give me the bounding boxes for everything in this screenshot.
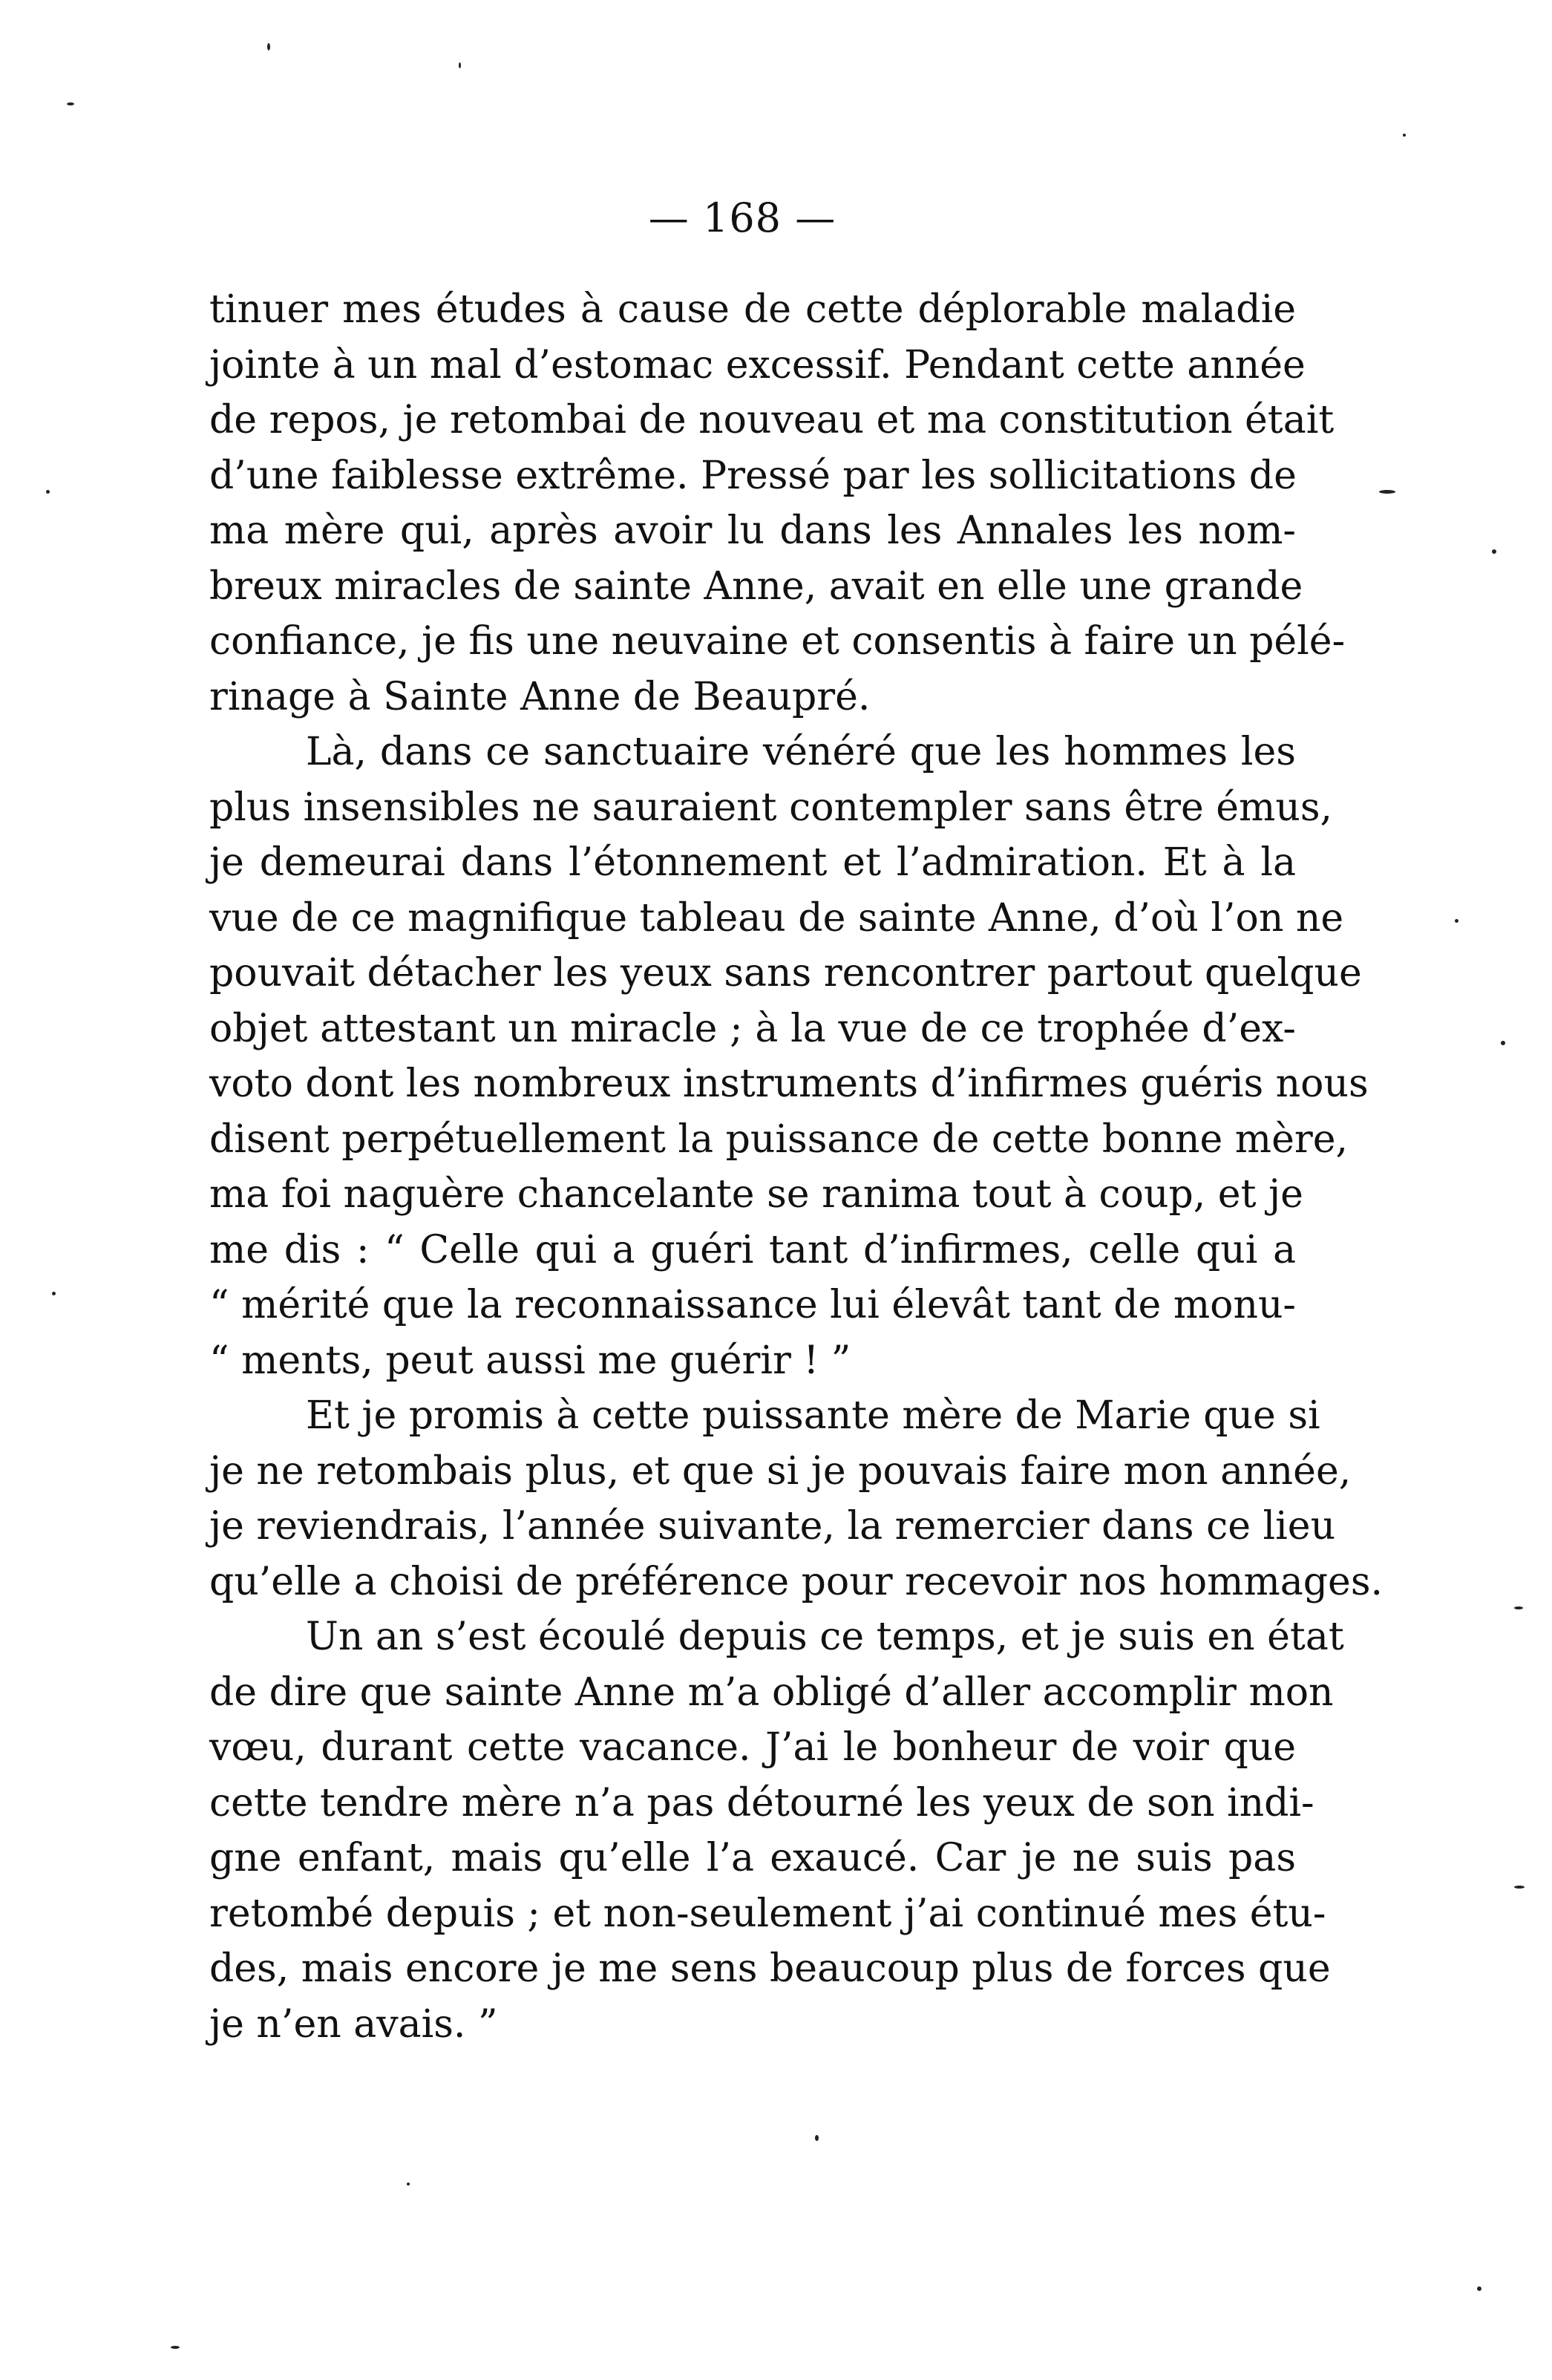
scan-speck [1492,549,1496,554]
paragraph-4 [209,1609,1344,2052]
text-line: Un an s’est écoulé depuis ce temps, et je suis en état [306,1615,1344,1659]
body-text [209,282,1384,2052]
text-line: je reviendrais, l’année suivante, la remercier dans ce lieu [209,1504,1336,1549]
text-line: objet attestant un miracle ; à la vue de ce trophée d’ex- [209,1006,1296,1051]
text-line: qu’elle a choisi de préférence pour recevoir nos hommages. [209,1559,1384,1604]
scan-speck [1477,2286,1481,2291]
text-line: tinuer mes études à cause de cette déplorable maladie [209,287,1296,332]
paragraph-3 [209,1388,1384,1609]
scan-speck [1455,919,1458,923]
text-line: “ mérité que la reconnaissance lui élevât tant de monu- [209,1283,1296,1327]
text-line: gne enfant, mais qu’elle l’a exaucé. Car je ne suis pas [209,1836,1296,1880]
scan-speck [459,62,461,68]
scan-speck [1379,490,1395,494]
text-line: retombé depuis ; et non-seulement j’ai continué mes étu- [209,1891,1326,1936]
text-line: disent perpétuellement la puissance de cette bonne mère, [209,1117,1349,1162]
paragraph-1 [209,282,1346,725]
text-line: d’une faiblesse extrême. Pressé par les sollicitations de [209,453,1297,498]
page-number: — 168 — [648,194,836,241]
text-line: ma foi naguère chancelante se ranima tout à coup, et je [209,1172,1303,1217]
scan-speck [1501,1041,1505,1045]
text-line: Là, dans ce sanctuaire vénéré que les hommes les [306,730,1296,774]
text-line: ma mère qui, après avoir lu dans les Annales les nom- [209,509,1296,553]
paragraph-2 [209,725,1369,1388]
text-line: breux miracles de sainte Anne, avait en elle une grande [209,563,1303,609]
scan-speck [46,490,50,494]
text-line: je demeurai dans l’étonnement et l’admiration. Et à la [209,840,1296,885]
text-line: confiance, je fis une neuvaine et consentis à faire un pélé- [209,619,1346,664]
text-line: “ ments, peut aussi me guérir ! ” [209,1338,851,1383]
text-line: je n’en avais. ” [209,2001,498,2047]
scan-speck [52,1292,56,1295]
scan-speck [1514,1886,1525,1889]
scan-speck [1403,134,1406,137]
text-line: vue de ce magnifique tableau de sainte Anne, d’où l’on ne [209,895,1344,941]
scan-speck [407,2183,410,2186]
text-line: de repos, je retombai de nouveau et ma constitution était [209,398,1335,442]
scan-speck [1514,1606,1523,1609]
text-line: Et je promis à cette puissante mère de Marie que si [306,1393,1320,1438]
scan-speck [67,102,74,105]
text-line: plus insensibles ne sauraient contempler sans être émus, [209,785,1333,830]
text-line: des, mais encore je me sens beaucoup plus de forces que [209,1946,1331,1991]
text-line: jointe à un mal d’estomac excessif. Pendant cette année [209,342,1306,388]
text-line: cette tendre mère n’a pas détourné les yeux de son indi- [209,1780,1314,1825]
text-line: me dis : “ Celle qui a guéri tant d’infirmes, celle qui a [209,1227,1296,1272]
scan-speck [171,2346,180,2349]
text-line: vœu, durant cette vacance. J’ai le bonheur de voir que [209,1725,1296,1770]
text-line: voto dont les nombreux instruments d’infirmes guéris nous [209,1062,1369,1106]
text-line: de dire que sainte Anne m’a obligé d’aller accomplir mon [209,1670,1334,1715]
scan-speck [267,43,270,50]
text-line: pouvait détacher les yeux sans rencontrer partout quelque [209,951,1362,996]
scan-speck [815,2135,819,2141]
text-line: je ne retombais plus, et que si je pouvais faire mon année, [209,1448,1352,1494]
text-line: rinage à Sainte Anne de Beaupré. [209,674,871,719]
